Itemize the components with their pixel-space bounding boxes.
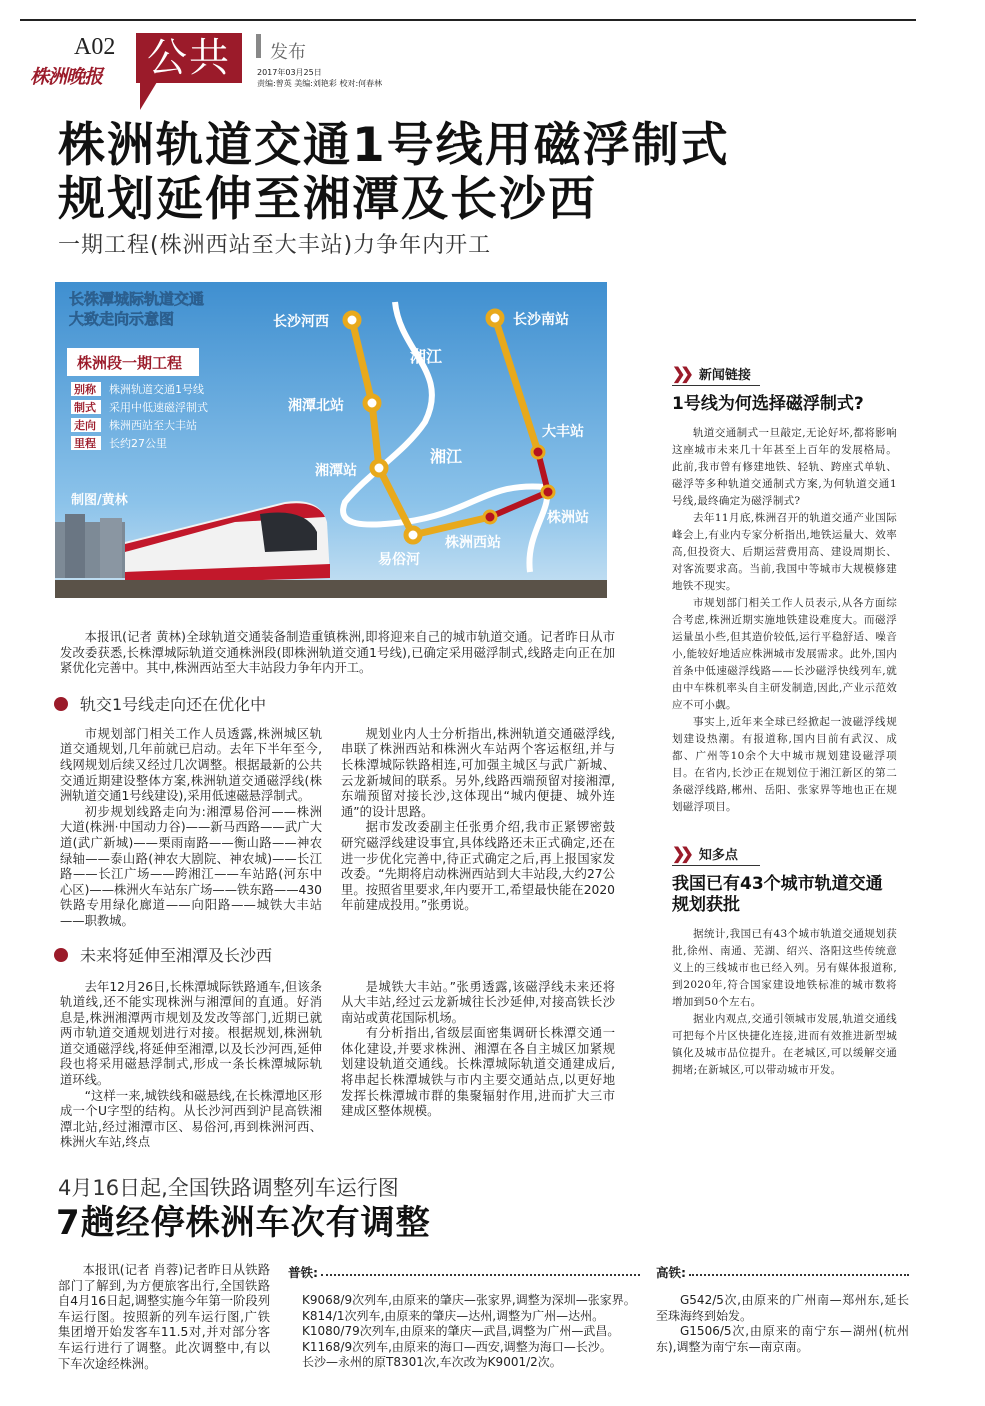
label-text: 高铁: [656, 1265, 686, 1280]
station-dot [488, 311, 502, 325]
section2-right-column [341, 980, 615, 1120]
sidebar-tag [672, 364, 760, 386]
list-item: G542/5次,由原来的广州南—郑州东,延长至珠海终到始发。 [656, 1293, 909, 1323]
sidebar-tag [672, 844, 760, 866]
hsr-list [656, 1263, 909, 1355]
sidebar-title: 1号线为何选择磁浮制式? [672, 394, 864, 414]
paragraph: 市规划部门相关工作人员透露,株洲城区轨道交通规划,几年前就已启动。去年下半年至今,线网规划后续又经过几次调整。根据最新的公共交通近期建设整体方案,株洲轨道交通磁浮线(株洲轨道交通1号线建设),采用低速磁悬浮制式。 [60, 726, 322, 804]
station-dot [345, 313, 359, 327]
buildings [55, 514, 125, 578]
map-credit: 制图/黄林 [71, 493, 128, 508]
paragraph: 轨道交通制式一旦敲定,无论好坏,都将影响这座城市未来几十年甚至上百年的发展格局。此前,我市曾有修建地铁、轻轨、跨座式单轨、磁浮等多种轨道交通制式方案,为何轨道交通1号线,最终确定为磁浮制式? [672, 427, 897, 507]
station-dot-phase1 [532, 446, 544, 458]
sidebar-tag-text: 知多点 [698, 848, 738, 863]
editors: 责编:曾英 美编:刘艳彩 校对:何春林 [257, 79, 383, 88]
section2-heading-text: 未来将延伸至湘潭及长沙西 [80, 946, 273, 965]
dotted-leader [689, 1268, 909, 1276]
paragraph: 去年11月底,株洲召开的轨道交通产业国际峰会上,有业内专家分析指出,地铁运量大、效率高,但投资大、后期运营费用高、建设周期长、对客流要求高。当前,我国中等城市大规模修建地铁不现实。 [672, 512, 897, 592]
station-dot [372, 461, 386, 475]
station-dot [365, 396, 379, 410]
paragraph: 事实上,近年来全球已经掀起一波磁浮线规划建设热潮。有报道称,国内目前有武汉、成都、广州等10余个大中城市规划建设磁浮项目。在省内,长沙正在规划位于湘江新区的第二条磁浮线路,郴州、岳阳、张家界等地也正在规划磁浮项目。 [672, 716, 897, 813]
section2-columns [60, 980, 615, 1152]
paragraph: 本报讯(记者 肖蓉)记者昨日从铁路部门了解到,为方便旅客出行,全国铁路自4月16日起,调整实施今年第一阶段列车运行图。按照新的列车运行图,广铁集团增开始发客车11.5对,并对部分客车运行进行了调整。此次调整中,有以下车次途经株洲。 [58, 1263, 270, 1371]
paragraph: 有分析指出,省级层面密集调研长株潭交通一体化建设,并要求株洲、湘潭在各自主城区加紧规划建设轨道交通线。长株潭城际轨道交通建成后,将串起长株潭城铁与市内主要交通站点,以更好地发挥长株潭城市群的集聚辐射作用,进而扩大三市建成区整体规模。 [341, 1026, 615, 1119]
article2-kicker: 4月16日起,全国铁路调整列车运行图 [58, 1176, 399, 1200]
sidebar-title: 我国已有43个城市轨道交通规划获批 [672, 874, 883, 915]
station-label: 大丰站 [542, 424, 584, 440]
station-label: 长沙南站 [513, 312, 569, 328]
label-text: 普铁: [288, 1265, 318, 1280]
route-map [55, 282, 607, 598]
section1-heading [60, 693, 615, 715]
station-dot-phase1 [484, 511, 496, 523]
double-chevron-icon: ❯❯ [672, 364, 689, 383]
headline-subtitle: 一期工程(株洲西站至大丰站)力争年内开工 [58, 233, 492, 258]
section-name: 发布 [270, 42, 306, 63]
headline-line1: 株洲轨道交通1号线用磁浮制式 [58, 118, 730, 173]
station-dot [406, 528, 420, 542]
dotted-leader [321, 1268, 640, 1276]
section1-left-column [60, 727, 322, 930]
list-item: K9068/9次列车,由原来的肇庆—张家界,调整为深圳—张家界。 [302, 1293, 636, 1307]
intro-text: 本报讯(记者 黄林)全球轨道交通装备制造重镇株洲,即将迎来自己的城市轨道交通。记者昨日从市发改委获悉,长株潭城际轨道交通株洲段(即株洲轨道交通1号线),已确定采用磁浮制式,线路走向正在加紧优化完善中。其中,株洲西站至大丰站段力争年内开工。 [60, 630, 615, 676]
list-item: K814/1次列车,由原来的肇庆—达州,调整为广州—达州。 [302, 1308, 605, 1323]
sidebar-body [672, 425, 897, 816]
top-rule [20, 19, 916, 21]
main-article [60, 630, 615, 1151]
issue-date: 2017年03月25日 [257, 68, 322, 77]
river-label: 湘江 [410, 347, 443, 366]
list-item: 长沙—永州的原T8301次,车次改为K9001/2次。 [302, 1355, 562, 1370]
paragraph: 初步规划线路走向为:湘潭易俗河——株洲大道(株洲·中国动力谷)——新马西路——武广大道(武广新城)——栗雨南路——衡山路——神农绿轴——泰山路(神农大剧院、神农城)——长江路——长江广场——跨湘江——车站路(河东中心区)——株洲火车站东广场——铁东路——430铁路专用绿化廊道——向阳路——城铁大丰站——职教城。 [60, 804, 322, 928]
detail-value: 株洲轨道交通1号线 [109, 383, 204, 396]
section-badge-tail [140, 82, 157, 110]
paragraph: 据市发改委副主任张勇介绍,我市正紧锣密鼓研究磁浮线建设事宜,具体线路还未正式确定,还在进一步优化完善中,待正式确定之后,再上报国家发改委。“先期将启动株洲西站到大丰站段,大约27公里。按照省里要求,年内要开工,希望最快能在2020年前建成投用。”张勇说。 [341, 820, 615, 913]
headline-line2: 规划延伸至湘潭及长沙西 [58, 172, 597, 227]
station-label: 湘潭站 [315, 463, 357, 479]
detail-value: 株洲西站至大丰站 [109, 419, 197, 432]
section2-heading [60, 944, 615, 966]
issue-meta [257, 67, 382, 89]
hsr-label [656, 1263, 909, 1281]
map-title-line2: 大致走向示意图 [69, 310, 175, 328]
normal-rail-label [288, 1263, 640, 1281]
station-label: 株洲西站 [445, 535, 501, 551]
paragraph: “这样一来,城铁线和磁悬线,在长株潭地区形成一个U字型的结构。从长沙河西到沪昆高铁湘潭北站,经过湘潭市区、易俗河,再到株洲河西、株洲火车站,终点 [60, 1088, 322, 1150]
map-title-line1: 长株潭城际轨道交通 [69, 290, 205, 308]
bullet-dot-icon [54, 697, 68, 711]
normal-rail-list [288, 1263, 640, 1371]
river-label-2: 湘江 [430, 447, 463, 466]
sidebar-news-link [672, 364, 897, 816]
detail-value: 采用中低速磁浮制式 [109, 401, 208, 414]
section-badge: 公共 [136, 33, 242, 83]
station-dot-phase1 [542, 486, 554, 498]
paragraph: 据统计,我国已有43个城市轨道交通规划获批,徐州、南通、芜湖、绍兴、洛阳这些传统意义上的三线城市也已经入列。另有媒体报道称,到2020年,符合国家建设地铁标准的城市数将增加到50个左右。 [672, 928, 897, 1008]
detail-key: 里程 [74, 437, 96, 450]
station-label: 易俗河 [378, 552, 420, 568]
double-chevron-icon: ❯❯ [672, 844, 689, 863]
bullet-dot-icon [54, 948, 68, 962]
page-number: A02 [74, 34, 116, 60]
intro-paragraph [60, 630, 615, 677]
normal-rail-items [288, 1293, 640, 1371]
sidebar-body [672, 926, 897, 1079]
paragraph: 去年12月26日,长株潭城际铁路通车,但该条轨道线,还不能实现株洲与湘潭间的直通。好消息是,株洲湘潭两市规划及发改等部门,近期已就两市轨道交通规划进行对接。根据规划,株洲轨道交通磁浮线,将延伸至湘潭,以及长沙河西,延伸段也将采用磁悬浮制式,形成一条长株潭城际轨道环线。 [60, 979, 322, 1088]
station-label: 长沙河西 [273, 314, 329, 330]
detail-key: 走向 [74, 419, 96, 432]
paragraph: 据业内观点,交通引领城市发展,轨道交通线可把每个片区快捷化连接,进而有效推进新型城镇化及城市品位提升。在老城区,可以缓解交通拥堵;在新城区,可以带动城市开发。 [672, 1013, 897, 1076]
section2-left-column [60, 980, 322, 1152]
detail-value: 长约27公里 [109, 437, 167, 450]
article2-title: 7趟经停株洲车次有调整 [56, 1203, 431, 1243]
phase1-box-title: 株洲段一期工程 [77, 354, 183, 372]
sidebar-tag-text: 新闻链接 [698, 368, 751, 383]
newspaper-logo: 株洲晚报 [30, 66, 103, 88]
list-item: G1506/5次,由原来的南宁东—湖州(杭州东),调整为南宁东—南京南。 [656, 1324, 909, 1354]
paragraph: 是城铁大丰站。”张勇透露,该磁浮线未来还将从大丰站,经过云龙新城往长沙延伸,对接高铁长沙南站或黄花国际机场。 [341, 979, 615, 1025]
section1-columns [60, 727, 615, 930]
detail-key: 别称 [74, 383, 96, 396]
sidebar-facts [672, 844, 897, 1079]
detail-key: 制式 [74, 401, 96, 414]
station-label: 株洲站 [547, 510, 589, 526]
section1-heading-text: 轨交1号线走向还在优化中 [80, 695, 267, 715]
paragraph: 市规划部门相关工作人员表示,从各方面综合考虑,株洲近期实施地铁建设难度大。而磁浮运量虽小些,但其造价较低,运行平稳舒适、噪音小,能较好地适应株洲城市发展需求。此外,国内首条中低速磁浮线路——长沙磁浮快线列车,就由中车株机率头自主研发制造,因此,产业示范效应不可小觑。 [672, 597, 897, 711]
paragraph: 规划业内人士分析指出,株洲轨道交通磁浮线,串联了株洲西站和株洲火车站两个客运枢纽,并与长株潭城际铁路相连,可加强主城区与武广新城、云龙新城间的联系。另外,线路西端预留对接湘潭,东端预留对接长沙,这体现出“城内便捷、城外连通”的设计思路。 [341, 726, 615, 819]
article2-intro [58, 1263, 270, 1372]
list-item: K1168/9次列车,由原来的海口—西安,调整为海口—长沙。 [302, 1339, 612, 1354]
section1-right-column [341, 727, 615, 914]
section-divider [256, 34, 261, 58]
sidebar [672, 364, 897, 1079]
station-label: 湘潭北站 [288, 398, 344, 414]
hsr-items [656, 1293, 909, 1355]
list-item: K1080/79次列车,由原来的肇庆—武昌,调整为广州—武昌。 [302, 1324, 620, 1339]
